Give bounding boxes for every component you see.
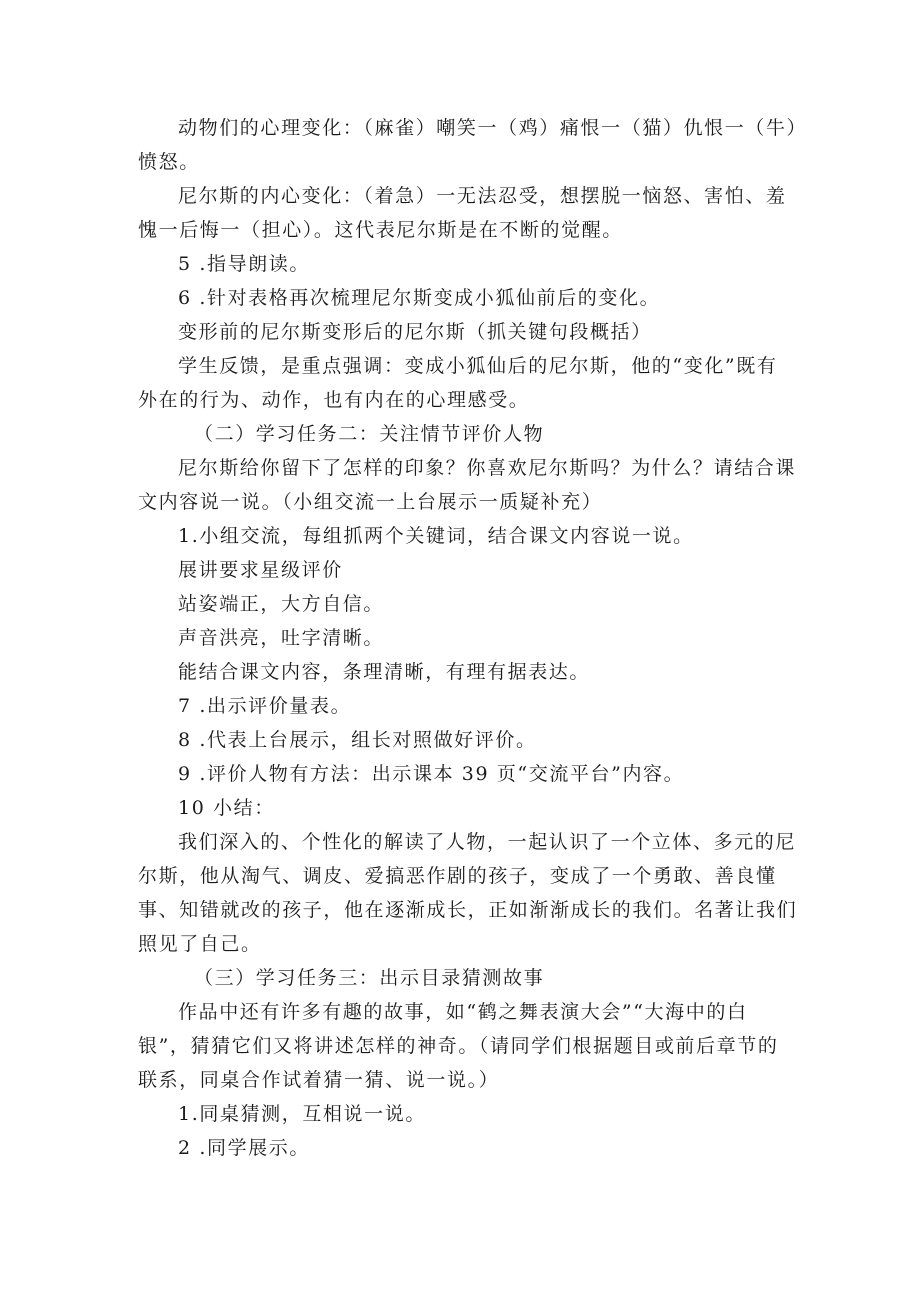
list-item-9: 9 .评价人物有方法：出示课本 39 页“交流平台”内容。 [178,763,685,785]
list-item-1-group: 1.小组交流，每组抓两个关键词，结合课文内容说一说。 [178,525,694,547]
list-item-8: 8 .代表上台展示，组长对照做好评价。 [178,729,537,751]
paragraph-star-rating: 展讲要求星级评价 [178,559,343,581]
paragraph-nils-emotions: 尼尔斯的内心变化：（着急）一无法忍受，想摆脱一恼怒、害怕、羞愧一后悔一（担心）。这代表尼尔斯是在不断的觉醒。 [138,185,787,241]
paragraph-student-feedback: 学生反馈，是重点强调：变成小狐仙后的尼尔斯，他的“变化”既有外在的行为、动作，也有内在的心理感受。 [138,355,778,411]
criteria-posture: 站姿端正，大方自信。 [178,593,385,615]
paragraph-summary: 我们深入的、个性化的解读了人物，一起认识了一个立体、多元的尼尔斯，他从淘气、调皮、爱搞恶作剧的孩子，变成了一个勇敢、善良懂事、知错就改的孩子，他在逐渐成长，正如渐渐成长的我们。名著让我们照见了自己。 [138,831,798,955]
criteria-voice: 声音洪亮，吐字清晰。 [178,627,385,649]
paragraph-task-2-question: 尼尔斯给你留下了怎样的印象？你喜欢尼尔斯吗？为什么？请结合课文内容说一说。（小组交流一上台展示一质疑补充） [138,457,797,513]
list-item-1-desk: 1.同桌猜测，互相说一说。 [178,1103,426,1125]
list-item-5: 5 .指导朗读。 [178,253,310,275]
paragraph-animal-emotions: 动物们的心理变化：（麻雀）嘲笑一（鸡）痛恨一（猫）仇恨一（牛）愤怒。 [138,117,798,173]
list-item-2-show: 2 .同学展示。 [178,1137,310,1159]
section-heading-task-3: （三）学习任务三：出示目录猜测故事 [194,967,545,989]
paragraph-task-3-stories: 作品中还有许多有趣的故事，如“鹤之舞表演大会”“大海中的白银”，猜猜它们又将讲述怎样的神奇。（请同学们根据题目或前后章节的联系，同桌合作试着猜一猜、说一说。） [138,1001,779,1091]
section-heading-task-2: （二）学习任务二：关注情节评价人物 [194,423,545,445]
list-item-7: 7 .出示评价量表。 [178,695,352,717]
paragraph-table-caption: 变形前的尼尔斯变形后的尼尔斯（抓关键句段概括） [178,321,652,343]
list-item-6: 6 .针对表格再次梳理尼尔斯变成小狐仙前后的变化。 [178,287,661,309]
list-item-10-summary: 10 小结： [178,797,275,819]
criteria-content: 能结合课文内容，条理清晰，有理有据表达。 [178,661,591,683]
